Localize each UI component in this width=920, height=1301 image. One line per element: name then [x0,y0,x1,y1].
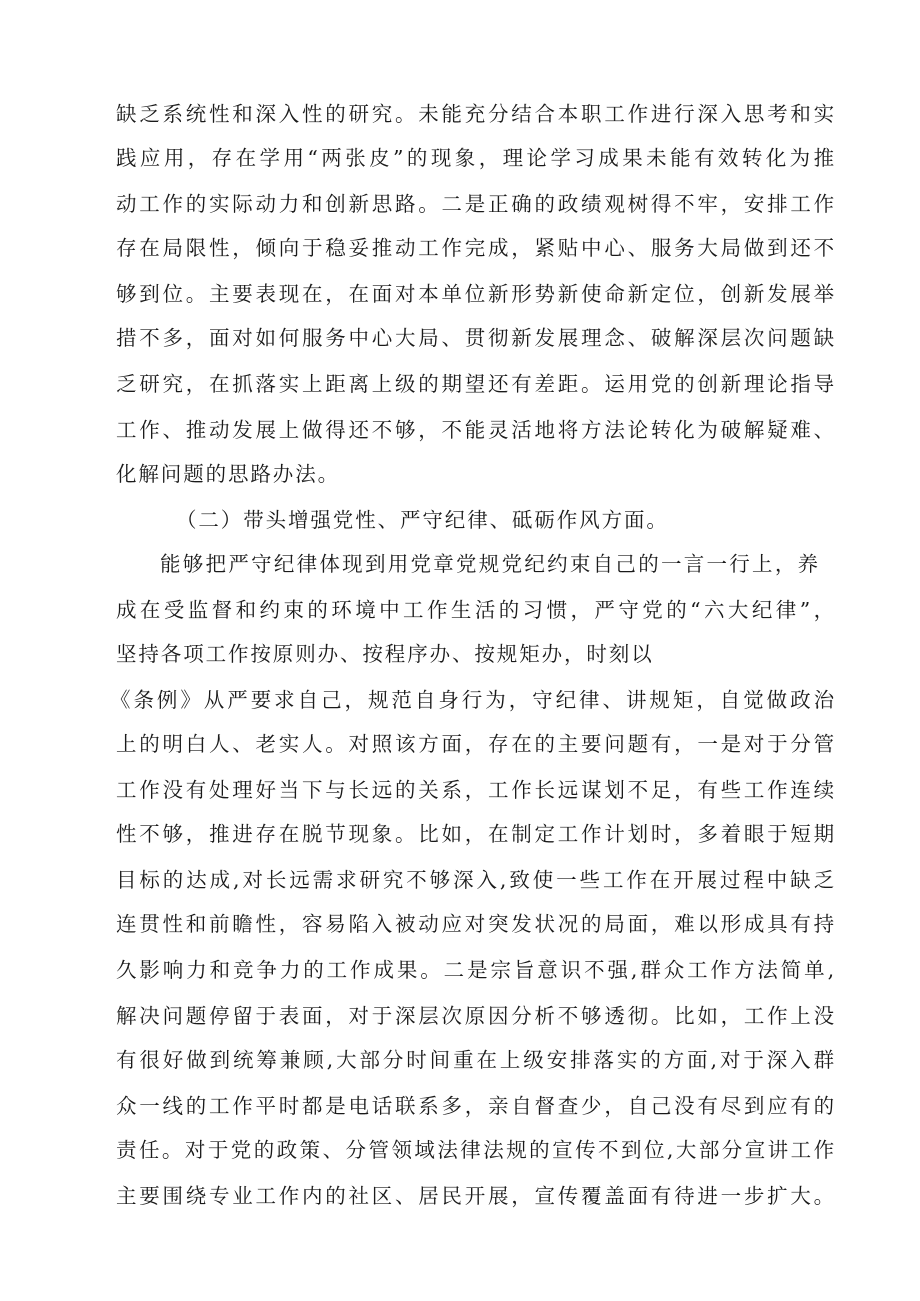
text-line-19: 连贯性和前瞻性，容易陷入被动应对突发状况的局面，难以形成具有持 [116,912,836,936]
text-line-2: 践应用，存在学用“两张皮”的现象，理论学习成果未能有效转化为推 [116,146,836,170]
text-line-11: 能够把严守纪律体现到用党章党规党纪约束自己的一言一行上，养 [160,552,820,576]
text-line-8: 工作、推动发展上做得还不够，不能灵活地将方法论转化为破解疑难、 [116,418,836,442]
text-line-14: 《条例》从严要求自己，规范自身行为，守纪律、讲规矩，自觉做政治 [110,688,836,712]
text-line-21: 解决问题停留于表面，对于深层次原因分析不够透彻。比如，工作上没 [116,1004,836,1028]
text-line-5: 够到位。主要表现在，在面对本单位新形势新使命新定位，创新发展举 [116,282,836,306]
text-line-13: 坚持各项工作按原则办、按程序办、按规矩办，时刻以 [116,642,654,666]
text-line-17: 性不够，推进存在脱节现象。比如，在制定工作计划时，多着眼于短期 [116,822,836,846]
text-line-18: 目标的达成,对长远需求研究不够深入,致使一些工作在开展过程中缺乏 [116,868,836,892]
text-line-1: 缺乏系统性和深入性的研究。未能充分结合本职工作进行深入思考和实 [116,102,836,126]
text-line-22: 有很好做到统筹兼顾,大部分时间重在上级安排落实的方面,对于深入群 [116,1048,836,1072]
section-heading: （二）带头增强党性、严守纪律、砥砺作风方面。 [176,508,669,532]
text-line-6: 措不多，面对如何服务中心大局、贯彻新发展理念、破解深层次问题缺 [116,326,836,350]
text-line-7: 乏研究，在抓落实上距离上级的期望还有差距。运用党的创新理论指导 [116,372,836,396]
text-line-16: 工作没有处理好当下与长远的关系，工作长远谋划不足，有些工作连续 [116,778,836,802]
text-line-3: 动工作的实际动力和创新思路。二是正确的政绩观树得不牢，安排工作 [116,192,836,216]
text-line-23: 众一线的工作平时都是电话联系多，亲自督查少，自己没有尽到应有的 [116,1094,836,1118]
text-line-12: 成在受监督和约束的环境中工作生活的习惯，严守党的“六大纪律”， [116,598,836,622]
text-line-24: 责任。对于党的政策、分管领域法律法规的宣传不到位,大部分宣讲工作 [116,1138,836,1162]
text-line-9: 化解问题的思路办法。 [116,462,340,486]
text-line-20: 久影响力和竞争力的工作成果。二是宗旨意识不强,群众工作方法简单, [116,958,836,982]
text-line-4: 存在局限性，倾向于稳妥推动工作完成，紧贴中心、服务大局做到还不 [116,236,836,260]
text-line-15: 上的明白人、老实人。对照该方面，存在的主要问题有，一是对于分管 [116,732,836,756]
text-line-25: 主要围绕专业工作内的社区、居民开展，宣传覆盖面有待进一步扩大。 [116,1184,836,1208]
